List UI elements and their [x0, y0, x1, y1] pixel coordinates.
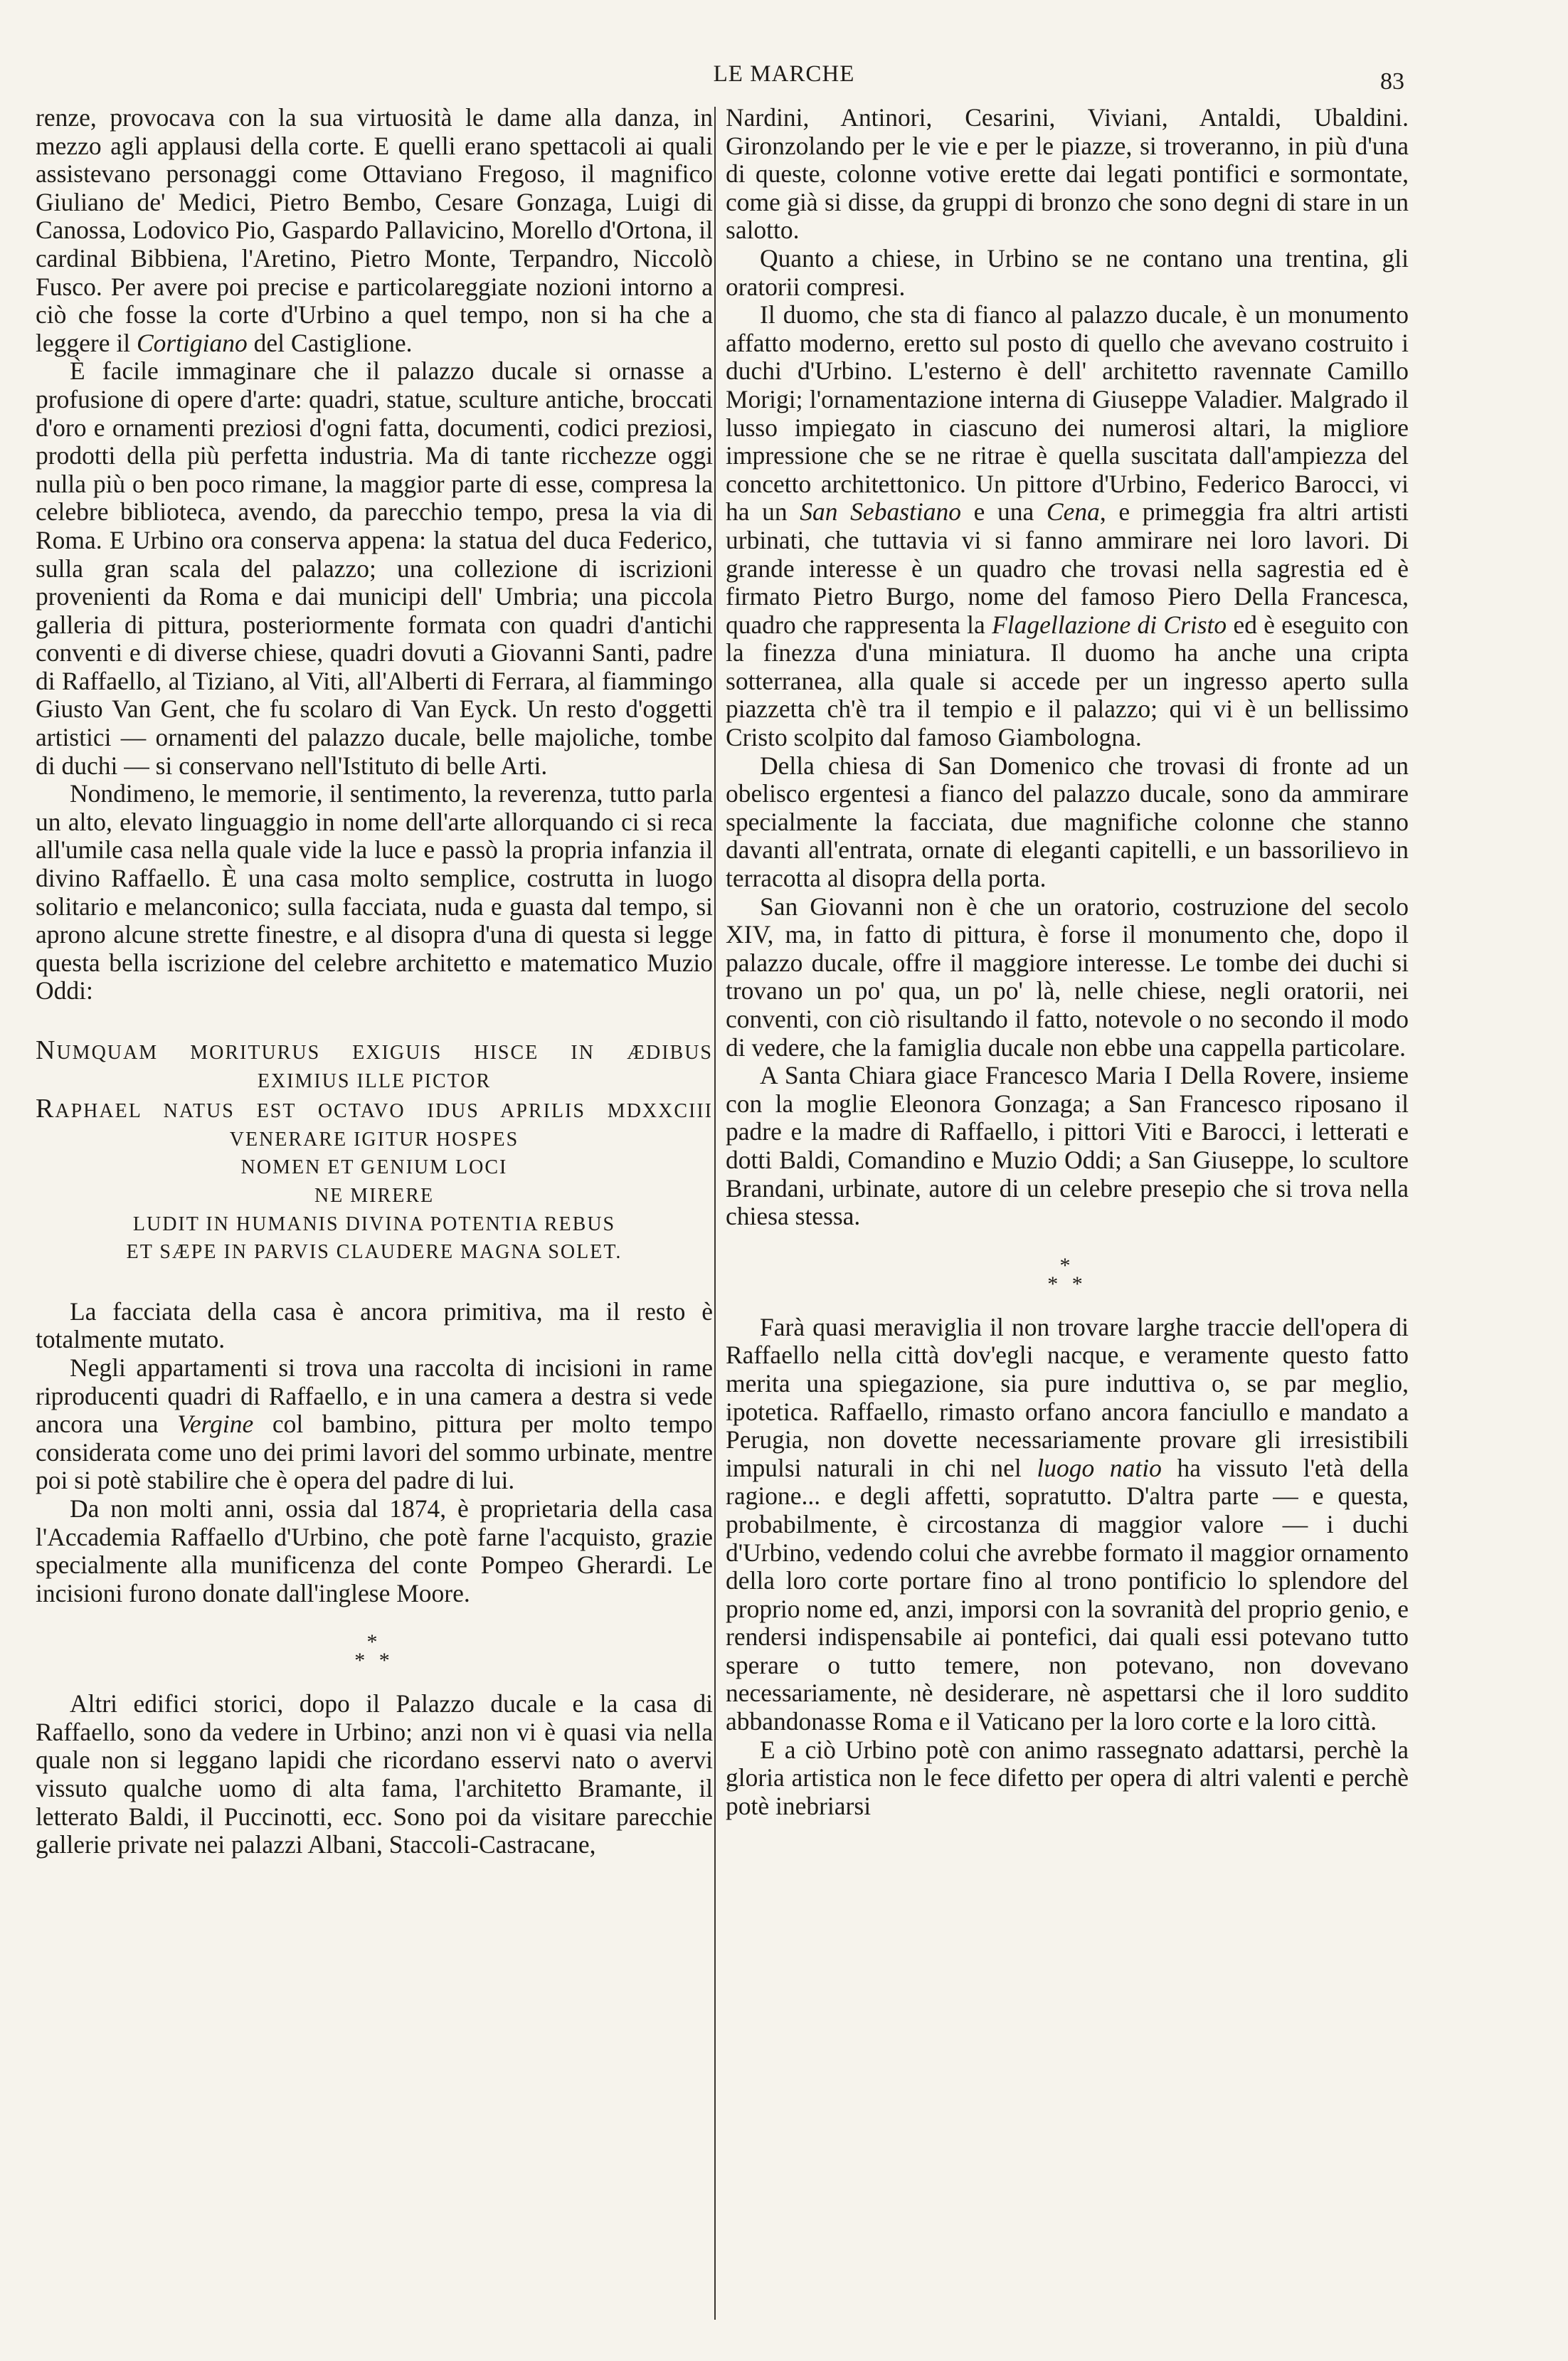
paragraph-text: e una: [973, 497, 1034, 527]
asterism-star: *: [366, 1630, 382, 1654]
page-number: 83: [1380, 68, 1404, 95]
paragraph-text: del Castiglione.: [253, 328, 413, 357]
inscription-text: APHAEL NATUS EST OCTAVO IDUS APRILIS MDXXCIII: [55, 1100, 713, 1123]
paragraph-text: , e primeggia fra altri artisti urbinati, che tuttavia vi si fanno ammirare nei loro lavori. Di grande interesse è un quadro che trovasi nella sagrestia ed è firmato Pietro Burgo, nome del famoso Piero Della Francesca, quadro che rappresenta la: [726, 497, 1409, 639]
inscription-initial: N: [36, 1035, 57, 1065]
artwork-title-italic: San Sebastiano: [800, 497, 961, 527]
running-title: LE MARCHE: [713, 61, 855, 87]
paragraph: [726, 1314, 1409, 1736]
paragraph-text: renze, provocava con la sua virtuosità le dame alla danza, in mezzo agli applausi della corte. E quelli erano spettacoli ai quali assistevano personaggi come Ottaviano Fregoso, il magnifico Giuliano de' Medici, Pietro Bembo, Cesare Gonzaga, Luigi di Canossa, Lodovico Pio, Gaspardo Pallavicino, Morello d'Ortona, il cardinal Bibbiena, l'Aretino, Pietro Monte, Terpandro, Niccolò Fusco. Per avere poi precise e particolareggiate nozioni intorno a ciò che fosse la corte d'Urbino a quel tempo, non si ha che a leggere il: [36, 103, 713, 357]
paragraph-text: Il duomo, che sta di fianco al palazzo ducale, è un monumento affatto moderno, eretto sul posto di quello che avevano costruito i duchi d'Urbino. L'esterno è dell' architetto ravennate Camillo Morigi; l'ornamentazione interna di Giuseppe Valadier. Malgrado il lusso impiegato in ciascuno dei numerosi altari, la migliore impressione che se ne ritrae è quella suscitata dall'ampiezza del concetto architettonico. Un pittore d'Urbino, Federico Barocci, vi ha un: [726, 300, 1409, 527]
inscription-initial: R: [36, 1094, 55, 1124]
inscription-line: ET SÆPE IN PARVIS CLAUDERE MAGNA SOLET.: [126, 1241, 623, 1264]
paragraph: San Giovanni non è che un oratorio, costruzione del secolo XIV, ma, in fatto di pittura, è forse il monumento che, dopo il palazzo ducale, offre il maggiore interesse. Le tombe dei duchi si trovano un po' qua, un po' là, nelle chiese, negli oratorii, nei conventi, con ciò risultando il fatto, notevole o no secondo il modo di vedere, che la famiglia ducale non ebbe una cappella particolare.: [726, 892, 1409, 1062]
paragraph: Quanto a chiese, in Urbino se ne contano una trentina, gli oratorii compresi.: [726, 243, 1409, 301]
asterism-star: *: [1059, 1253, 1075, 1277]
paragraph: Altri edifici storici, dopo il Palazzo ducale e la casa di Raffaello, sono da vedere in Urbino; anzi non vi è quasi via nella quale non si leggano lapidi che ricordano esservi nato o avervi vissuto qualche uomo di alta fama, l'architetto Bramante, il letterato Baldi, il Puccinotti, ecc. Sono poi da visitare parecchie gallerie private nei palazzi Albani, Staccoli-Castracane,: [36, 1689, 713, 1859]
artwork-title-italic: Flagellazione di Cristo: [992, 610, 1227, 639]
inscription-line: NE MIRERE: [314, 1184, 435, 1207]
right-column: [726, 104, 1409, 1820]
section-asterism: [36, 1630, 713, 1673]
phrase-italic: luogo natio: [1037, 1453, 1162, 1482]
asterism-stars: * *: [1047, 1272, 1087, 1296]
inscription-line: [36, 1037, 713, 1067]
inscription-line: LUDIT IN HUMANIS DIVINA POTENTIA REBUS: [132, 1213, 616, 1235]
artwork-title-italic: Vergine: [177, 1410, 254, 1439]
paragraph: Della chiesa di San Domenico che trovasi di fronte ad un obelisco ergentesi a fianco del palazzo ducale, sono da ammirare specialmente la facciata, due magnifiche colonne che stanno davanti all'entrata, ornate di eleganti capitelli, e un bassorilievo in terracotta al disopra della porta.: [726, 751, 1409, 893]
inscription-line: VENERARE IGITUR HOSPES: [229, 1128, 519, 1151]
book-title-italic: Cortigiano: [136, 328, 248, 357]
paragraph: A Santa Chiara giace Francesco Maria I Della Rovere, insieme con la moglie Eleonora Gonzaga; a San Francesco riposano il padre e la madre di Raffaello, i pittori Viti e Barocci, i letterati e dotti Baldi, Comandino e Muzio Oddi; a San Giuseppe, lo scultore Brandani, urbinate, autore di un celebre presepio che si trova nella chiesa stessa.: [726, 1061, 1409, 1231]
paragraph-text: col bambino, pittura per molto tempo considerata come uno dei primi lavori del sommo urbinate, mentre poi si potè stabilire che è opera del padre di lui.: [36, 1410, 714, 1495]
paragraph-text: ed è eseguito con la finezza d'una miniatura. Il duomo ha anche una cripta sotterranea, alla quale si accede per un ingresso aperto sulla piazzetta ch'è tra il tempio e il palazzo; qui vi è un bellissimo Cristo scolpito dal famoso Giambologna.: [726, 610, 1409, 752]
paragraph: Nardini, Antinori, Cesarini, Viviani, Antaldi, Ubaldini. Gironzolando per le vie e per le piazze, si troveranno, in più d'una di queste, colonne votive erette dai legati pontifici e sormontate, come già si disse, da gruppi di bronzo che sono degni di stare in un salotto.: [726, 103, 1409, 245]
paragraph: [36, 1354, 713, 1495]
artwork-title-italic: Cena: [1046, 497, 1100, 527]
paragraph: Da non molti anni, ossia dal 1874, è proprietaria della casa l'Accademia Raffaello d'Urbino, che potè farne l'acquisto, grazie specialmente alla munificenza del conte Pompeo Gherardi. Le incisioni furono donate dall'inglese Moore.: [36, 1494, 713, 1607]
left-column: [36, 104, 713, 1859]
section-asterism: [726, 1253, 1409, 1296]
inscription-line: [36, 1095, 713, 1126]
inscription-line: NOMEN ET GENIUM LOCI: [240, 1156, 508, 1179]
paragraph: [36, 104, 713, 357]
paragraph: È facile immaginare che il palazzo ducale si ornasse a profusione di opere d'arte: quadri, statue, sculture antiche, broccati d'oro e ornamenti preziosi d'ogni fatta, documenti, codici preziosi, prodotti della più perfetta industria. Ma di tante ricchezze oggi nulla più o ben poco rimane, la maggior parte di esse, compresa la celebre biblioteca, avendo, da parecchio tempo, presa la via di Roma. E Urbino ora conserva appena: la statua del duca Federico, sulla gran scala del palazzo; una collezione di iscrizioni provenienti da Roma e dai municipi dell' Umbria; una piccola galleria di pittura, posteriormente formata con quadri d'antichi conventi e di diverse chiese, quadri dovuti a Giovanni Santi, padre di Raffaello, al Tiziano, al Viti, all'Alberti di Ferrara, al fiammingo Giusto Van Gent, che fu scolaro di Van Eyck. Un resto d'oggetti artistici — ornamenti del palazzo ducale, belle majoliche, tombe di duchi — si conservano nell'Istituto di belle Arti.: [36, 356, 713, 780]
paragraph: E a ciò Urbino potè con animo rassegnato adattarsi, perchè la gloria artistica non le fece difetto per opera di altri valenti e perchè potè inebriarsi: [726, 1735, 1409, 1820]
paragraph: [726, 301, 1409, 752]
inscription-line: EXIMIUS ILLE PICTOR: [257, 1069, 492, 1092]
paragraph: La facciata della casa è ancora primitiva, ma il resto è totalmente mutato.: [36, 1296, 713, 1354]
paragraph-text: ha vissuto l'età della ragione... e degli affetti, sopratutto. D'altra parte — e questa, probabilmente, è circostanza di maggior valore — i duchi d'Urbino, vedendo colui che avrebbe formato il maggior ornamento della loro corte portare fino al trono pontificio lo splendore del proprio nome ed, anzi, imporsi con la sovranità del proprio genio, e rendersi indispensabile ai pontefici, dai quali essi potevano tutto sperare o tutto temere, non potevano, non dovevano necessariamente, nè desiderare, nè aspettarsi che il loro suddito abbandonasse Roma e il Vaticano per la loro corte e la loro città.: [726, 1453, 1409, 1736]
asterism-stars: * *: [354, 1649, 394, 1673]
inscription-text: UMQUAM MORITURUS EXIGUIS HISCE IN ÆDIBUS: [56, 1042, 713, 1064]
paragraph-text: Farà quasi meraviglia il non trovare larghe traccie dell'opera di Raffaello nella città dov'egli nacque, e veramente questo fatto merita una spiegazione, sia pure induttiva o, se par meglio, ipotetica. Raffaello, rimasto orfano ancora fanciullo e mandato a Perugia, non dovette necessariamente provare gli irresistibili impulsi naturali in chi nel: [726, 1312, 1409, 1482]
column-divider: [714, 107, 716, 2320]
latin-inscription: [36, 1037, 713, 1267]
paragraph: Nondimeno, le memorie, il sentimento, la reverenza, tutto parla un alto, elevato linguaggio in nome dell'arte allorquando ci si reca all'umile casa nella quale vide la luce e passò la propria infanzia il divino Raffaello. È una casa molto semplice, costrutta in luogo solitario e melanconico; sulla facciata, nuda e guasta dal tempo, si aprono alcune strette finestre, e al disopra d'una di questa si legge questa bella iscrizione del celebre architetto e matematico Muzio Oddi:: [36, 779, 713, 1005]
paragraph-text: Negli appartamenti si trova una raccolta di incisioni in rame riproducenti quadri di Raffaello, e in una camera a destra si vede ancora una: [36, 1353, 713, 1439]
